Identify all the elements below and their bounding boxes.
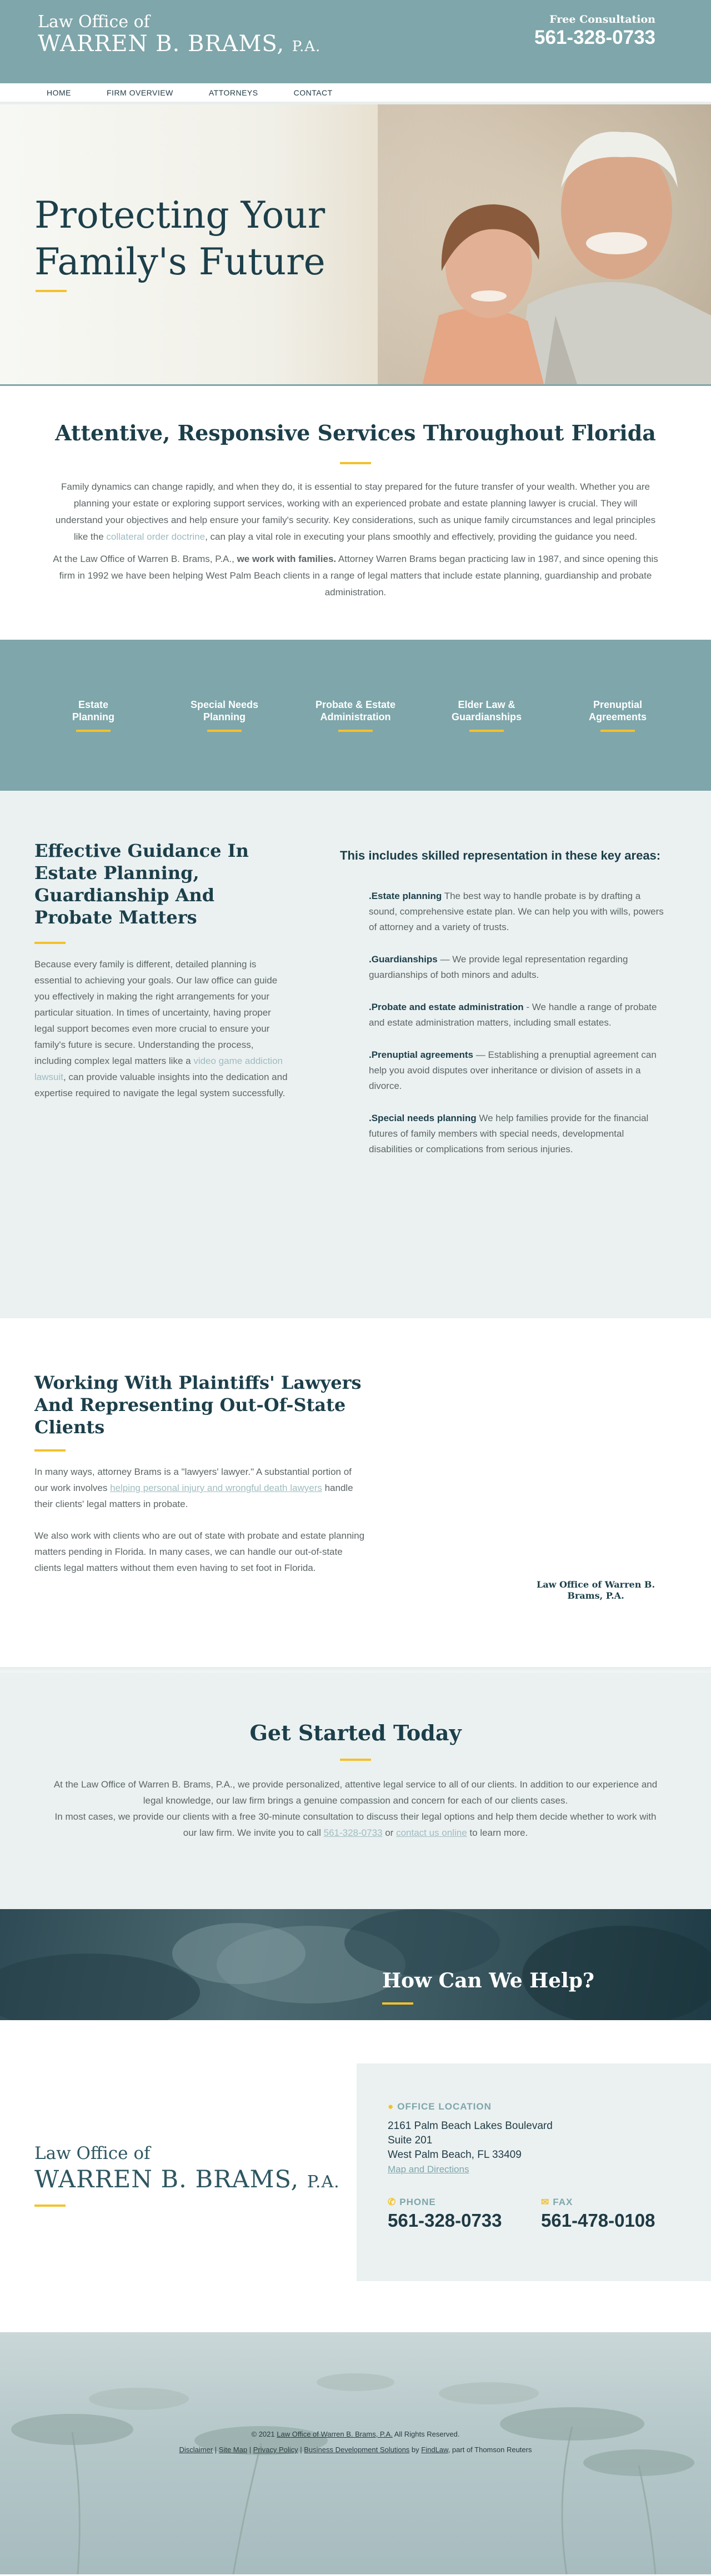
intro-section — [0, 386, 711, 640]
signature-line2: Brams, P.A. — [567, 1590, 624, 1601]
service-label: Estate — [78, 699, 109, 710]
footer-logo-accent — [34, 2205, 66, 2207]
office-location-text: OFFICE LOCATION — [397, 2101, 492, 2112]
list-item-text: — Establishing a prenuptial agreement can help you avoid disputes over inheritance or division of assets in a divorce. — [369, 1050, 657, 1091]
logo-small-text[interactable]: Law Office of — [38, 12, 150, 32]
contact-section — [0, 2020, 711, 2332]
list-item — [369, 952, 668, 983]
hero-title — [34, 192, 326, 285]
service-accent-bar — [600, 730, 635, 732]
get-started-or: or — [382, 1827, 397, 1838]
key-areas-heading: This includes skilled representation in these key areas: — [340, 848, 661, 862]
intro-p2-text: At the Law Office of Warren B. Brams, P.A., — [53, 554, 237, 564]
hero-banner — [0, 104, 711, 386]
phone-label — [388, 2197, 436, 2208]
guidance-text: Because every family is different, detailed planning is essential to achieving your goals. Our law office can guide you effectively in making the right arrangements for your particular situation. In times of uncertainty, having proper legal support becomes even more crucial to ensure your family's future is secure. Understanding the process, including complex legal matters like a — [34, 959, 278, 1066]
service-elder-law[interactable] — [431, 699, 542, 732]
get-started-paragraph-2 — [51, 1809, 660, 1841]
list-item-text: We help families provide for the financial futures of family members with special needs, developmental disabilities or complications from serious injuries. — [369, 1113, 649, 1154]
get-started-text: In most cases, we provide our clients with a free 30-minute consultation to discuss their legal options and help them decide whether to work with our law firm. We invite you to call — [54, 1811, 657, 1838]
help-banner — [0, 1909, 711, 2020]
couple-photo — [378, 104, 711, 386]
service-estate-planning[interactable] — [38, 699, 149, 732]
service-accent-bar — [207, 730, 242, 732]
footer-logo-small: Law Office of — [34, 2143, 151, 2163]
service-label: Probate & Estate — [315, 699, 396, 710]
intro-p1-text-end: , can play a vital role in executing your plans smoothly and effectively, providing the guidance you need. — [205, 531, 638, 542]
service-accent-bar — [338, 730, 373, 732]
service-label: Special Needs — [190, 699, 259, 710]
list-item-title: .Probate and estate administration — [369, 1002, 524, 1012]
plaintiffs-heading: Working With Plaintiffs' Lawyers And Representing Out-Of-State Clients — [34, 1372, 362, 1438]
service-label: Planning — [72, 711, 114, 722]
footer-logo-pa: P.A. — [307, 2172, 340, 2192]
intro-p2-bold: we work with families. — [237, 554, 337, 564]
hero-accent-bar — [36, 290, 67, 292]
signature-logo — [537, 1579, 655, 1601]
site-map-link[interactable]: Site Map — [218, 2446, 248, 2454]
get-started-section — [0, 1673, 711, 1909]
guidance-heading: Effective Guidance In Estate Planning, Guardianship And Probate Matters — [34, 840, 249, 928]
address-line: Suite 201 — [388, 2135, 433, 2146]
service-label: Planning — [203, 711, 246, 722]
plaintiffs-p1-text: In many ways, attorney Brams is a "lawyers' lawyer." A substantial portion of our work involves — [34, 1467, 352, 1493]
by-prefix: by — [409, 2446, 422, 2454]
map-directions-link[interactable]: Map and Directions — [388, 2164, 469, 2175]
hero-bottom-border — [0, 384, 711, 386]
office-location-label — [388, 2101, 492, 2112]
phone-icon: ✆ — [388, 2197, 397, 2207]
list-item-text: The best way to handle probate is by drafting a sound, comprehensive estate plan. We can help you with wills, powers of attorney and a variety of trusts. — [369, 891, 664, 932]
site-header — [0, 0, 711, 83]
nav-home[interactable]: HOME — [47, 88, 71, 97]
site-footer — [0, 2332, 711, 2574]
intro-p2-text-end: Attorney Warren Brams began practicing law in 1987, and since opening this firm in 1992 we have been helping West Palm Beach clients in a range of legal matters that include estate planning, guardianship and probate administration. — [59, 554, 658, 597]
copyright-firm-link[interactable]: Law Office of Warren B. Brams, P.A. — [277, 2430, 393, 2438]
contact-phone[interactable]: 561-328-0733 — [388, 2210, 502, 2231]
business-development-link[interactable]: Business Development Solutions — [304, 2446, 410, 2454]
guidance-section — [0, 791, 711, 1318]
consult-label: Free Consultation — [549, 13, 655, 26]
service-label: Administration — [320, 711, 391, 722]
service-accent-bar — [76, 730, 111, 732]
service-label: Prenuptial — [593, 699, 642, 710]
service-label: Elder Law & — [458, 699, 515, 710]
video-game-lawsuit-link[interactable]: video game addiction lawsuit — [34, 1056, 283, 1082]
hero-title-line1: Protecting Your — [34, 194, 326, 237]
logo-pa: P.A. — [292, 38, 321, 55]
intro-heading: Attentive, Responsive Services Throughout Florida — [55, 420, 656, 445]
key-areas-list — [340, 888, 668, 1157]
practice-areas-band — [0, 640, 711, 791]
guidance-text-end: , can provide valuable insights into the dedication and expertise required to navigate the legal system successfully. — [34, 1072, 288, 1098]
footer-logo[interactable] — [34, 2143, 340, 2207]
contact-panel — [357, 2063, 711, 2281]
service-probate[interactable] — [300, 699, 411, 732]
intro-paragraph-1 — [50, 479, 661, 545]
list-item — [369, 1111, 668, 1157]
get-started-accent-bar — [340, 1759, 371, 1761]
handshake-photo — [0, 1909, 711, 2020]
help-heading: How Can We Help? — [382, 1969, 595, 1992]
hero-title-line2: Family's Future — [34, 240, 326, 283]
intro-paragraph-2 — [50, 551, 661, 601]
nav-attorneys[interactable]: ATTORNEYS — [208, 88, 258, 97]
list-item-text: - We handle a range of probate and estate administration matters, including small estates. — [369, 1002, 657, 1028]
guidance-paragraph — [34, 956, 290, 1101]
list-item-title: .Special needs planning — [369, 1113, 477, 1123]
logo-name: WARREN B. BRAMS, — [38, 31, 285, 57]
footer-logo-name — [34, 2166, 340, 2193]
section-divider — [0, 1667, 711, 1673]
copyright-prefix: © 2021 — [251, 2430, 277, 2438]
personal-injury-link[interactable]: helping personal injury and wrongful death lawyers — [110, 1483, 322, 1493]
footer-links: Disclaimer | Site Map | Privacy Policy | Business Development Solutions by FindLaw, part of Thomson Reuters — [179, 2446, 532, 2454]
get-started-heading: Get Started Today — [249, 1720, 462, 1745]
service-accent-bar — [469, 730, 504, 732]
list-item-title: .Prenuptial agreements — [369, 1050, 474, 1060]
plaintiffs-accent-bar — [34, 1449, 66, 1452]
nav-firm-overview[interactable]: FIRM OVERVIEW — [107, 88, 173, 97]
list-item — [369, 1047, 668, 1094]
intro-accent-bar — [340, 462, 371, 464]
plaintiffs-section — [0, 1318, 711, 1667]
address-line: 2161 Palm Beach Lakes Boulevard — [388, 2120, 553, 2132]
help-accent-bar — [382, 2002, 413, 2005]
header-phone-link[interactable]: 561-328-0733 — [534, 27, 655, 48]
main-nav — [0, 83, 711, 104]
service-label: Guardianships — [451, 711, 522, 722]
service-prenuptial[interactable] — [562, 699, 673, 732]
phone-link[interactable]: 561-328-0733 — [323, 1827, 383, 1838]
nav-contact[interactable]: CONTACT — [293, 88, 333, 97]
list-item — [369, 1000, 668, 1031]
plaintiffs-content — [34, 1372, 368, 1591]
guidance-accent-bar — [34, 942, 66, 944]
service-special-needs[interactable] — [169, 699, 280, 732]
disclaimer-link[interactable]: Disclaimer — [179, 2446, 213, 2454]
list-item-title: .Estate planning — [369, 891, 442, 901]
footer-logo-big: WARREN B. BRAMS, — [34, 2166, 299, 2193]
copyright-suffix: All Rights Reserved. — [392, 2430, 460, 2438]
plaintiffs-paragraph-1 — [34, 1464, 368, 1512]
get-started-text-end: to learn more. — [467, 1827, 528, 1838]
by-suffix: , part of Thomson Reuters — [448, 2446, 532, 2454]
get-started-paragraph-1: At the Law Office of Warren B. Brams, P.A., we provide personalized, attentive legal service to all of our clients. In addition to our experience and legal knowledge, our law firm brings a genuine compassion and concern for each of our clients cases. — [53, 1779, 658, 1806]
guidance-right-column — [340, 847, 668, 1174]
office-address — [388, 2119, 553, 2177]
contact-fax: 561-478-0108 — [541, 2210, 655, 2231]
fax-icon: ✉ — [541, 2197, 550, 2207]
fax-label-text: FAX — [553, 2197, 573, 2207]
phone-label-text: PHONE — [399, 2197, 436, 2207]
copyright-line — [0, 2427, 711, 2442]
intro-p1-text: Family dynamics can change rapidly, and when they do, it is essential to stay prepared for the future transfer of your wealth. Whether you are planning your estate or exploring support services, working with an experienced probate and estate planning lawyer is crucial. They will understand your objectives and help ensure your family's security. Key considerations, such as unique family circumstances and legal principles like the — [55, 481, 656, 542]
plaintiffs-paragraph-2: We also work with clients who are out of state with probate and estate planning matters pending in Florida. In many cases, we can handle our out-of-state clients legal matters without them even having to set foot in Florida. — [34, 1530, 365, 1573]
footer-legal — [0, 2427, 711, 2458]
privacy-policy-link[interactable]: Privacy Policy — [253, 2446, 298, 2454]
list-item-title: .Guardianships — [369, 954, 438, 965]
map-pin-icon: ● — [388, 2101, 394, 2112]
signature-line1: Law Office of Warren B. — [537, 1579, 655, 1590]
logo[interactable] — [38, 31, 321, 57]
list-item-text: — We provide legal representation regarding guardianships of both minors and adults. — [369, 954, 628, 980]
address-line: West Palm Beach, FL 33409 — [388, 2149, 522, 2161]
guidance-left-column — [34, 840, 290, 1101]
plaintiffs-p1-text-end: handle their clients' legal matters in probate. — [34, 1483, 353, 1509]
contact-online-link[interactable]: contact us online — [396, 1827, 467, 1838]
fax-label — [541, 2197, 573, 2208]
service-label: Agreements — [588, 711, 647, 722]
list-item — [369, 888, 668, 935]
free-consultation — [534, 13, 655, 49]
findlaw-link[interactable]: FindLaw — [421, 2446, 448, 2454]
collateral-order-link[interactable]: collateral order doctrine — [106, 531, 206, 542]
